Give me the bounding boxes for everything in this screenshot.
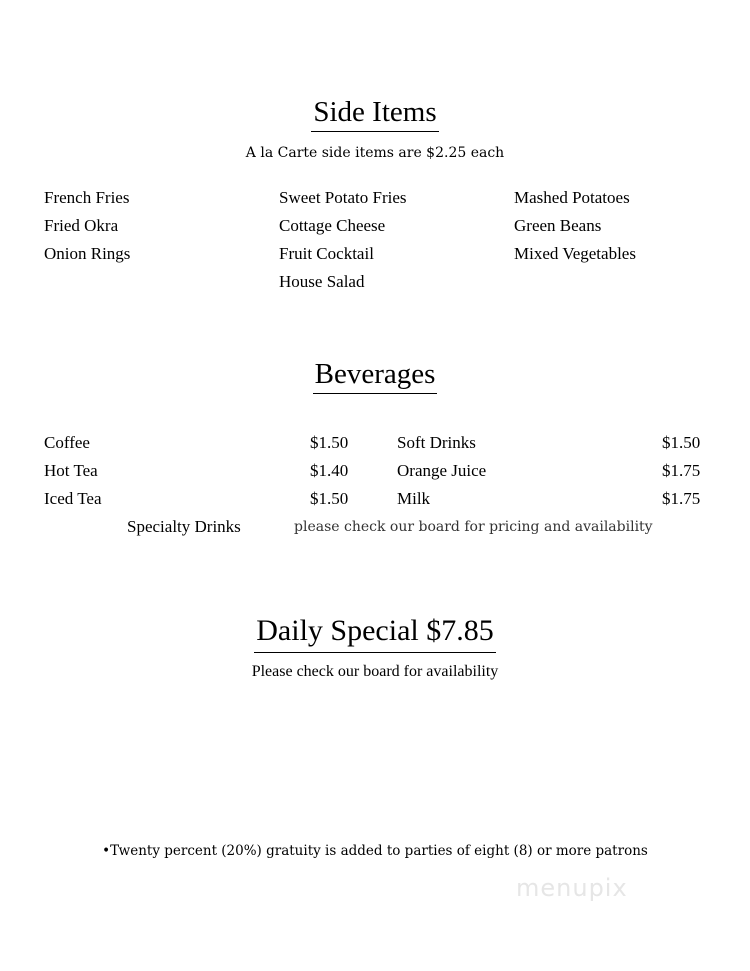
side-item: Mixed Vegetables [514,244,636,263]
side-item: Green Beans [514,216,602,235]
beverages-title: Beverages [313,358,438,394]
watermark-logo: menupix [516,874,628,902]
beverage-name: Iced Tea [44,489,102,508]
daily-special-section [0,614,750,653]
beverage-price: $1.50 [662,433,701,452]
daily-special-title: Daily Special $7.85 [254,614,495,653]
side-item: Fried Okra [44,216,119,235]
beverage-name: Milk [397,489,431,508]
beverage-name: Hot Tea [44,461,98,480]
gratuity-footnote: •Twenty percent (20%) gratuity is added to parties of eight (8) or more patrons [102,843,648,859]
beverages-section [0,358,750,394]
specialty-drinks-label: Specialty Drinks [127,517,241,536]
beverage-name: Orange Juice [397,461,487,480]
side-item: Mashed Potatoes [514,188,630,207]
side-item: House Salad [279,272,365,291]
side-items-title: Side Items [311,96,438,132]
side-items-subtitle: A la Carte side items are $2.25 each [245,145,505,161]
beverage-price: $1.40 [310,461,349,480]
side-item: French Fries [44,188,130,207]
beverage-name: Coffee [44,433,90,452]
side-item: Onion Rings [44,244,131,263]
side-item: Cottage Cheese [279,216,386,235]
beverage-price: $1.50 [310,433,349,452]
beverage-price: $1.75 [662,461,701,480]
side-item: Fruit Cocktail [279,244,374,263]
beverage-name: Soft Drinks [397,433,476,452]
beverage-price: $1.50 [310,489,349,508]
beverage-price: $1.75 [662,489,701,508]
side-items-section [0,96,750,132]
specialty-drinks-note: please check our board for pricing and availability [294,519,653,535]
daily-special-note: Please check our board for availability [251,663,499,680]
side-item: Sweet Potato Fries [279,188,407,207]
